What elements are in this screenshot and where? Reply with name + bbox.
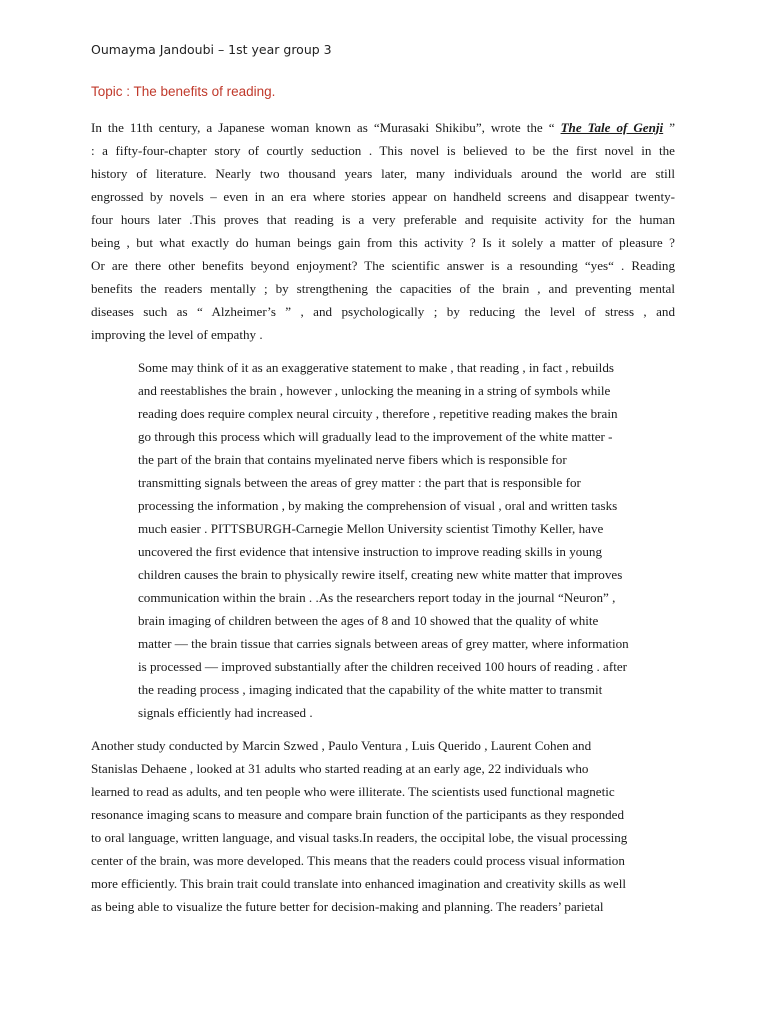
indented-line-1: Some may think of it as an exaggerative statement to make , that reading , in fact , rebuilds <box>138 360 614 375</box>
author-header: Oumayma Jandoubi – 1st year group 3 <box>91 42 332 57</box>
intro-line-2: : a fifty-four-chapter story of courtly seduction . This novel is believed to be the first novel in the <box>91 143 675 158</box>
intro-line-3: history of literature. Nearly two thousand years later, many individuals around the world are still <box>91 166 675 181</box>
study-paragraph <box>91 734 675 918</box>
indented-line-7: processing the information , by making the comprehension of visual , oral and written tasks <box>138 498 618 513</box>
study-line-3: learned to read as adults, and ten people who were illiterate. The scientists used functional magnetic <box>91 784 615 799</box>
novel-title: The Tale of Genji <box>560 120 664 135</box>
indented-paragraph <box>138 356 675 724</box>
intro-line-1 <box>91 116 675 139</box>
study-line-7: more efficiently. This brain trait could translate into enhanced imagination and creativity skills as well <box>91 876 626 891</box>
indented-line-13: matter — the brain tissue that carries signals between areas of grey matter, where information <box>138 636 629 651</box>
intro-line-1-start: In the 11th century, a Japanese woman known as “Murasaki Shikibu”, wrote the “ <box>91 120 561 135</box>
indented-line-2: and reestablishes the brain , however , unlocking the meaning in a string of symbols while <box>138 383 611 398</box>
indented-line-16: signals efficiently had increased . <box>138 705 313 720</box>
indented-line-9: uncovered the first evidence that intensive instruction to improve reading skills in young <box>138 544 602 559</box>
indented-line-14: is processed — improved substantially after the children received 100 hours of reading . after <box>138 659 628 674</box>
intro-line-4: engrossed by novels – even in an era where stories appear on handheld screens and disappear twenty- <box>91 189 675 204</box>
indented-line-11: communication within the brain . .As the researchers report today in the journal “Neuron” , <box>138 590 616 605</box>
study-line-1: Another study conducted by Marcin Szwed , Paulo Ventura , Luis Querido , Laurent Cohen and <box>91 738 592 753</box>
study-line-4: resonance imaging scans to measure and compare brain function of the participants as they responded <box>91 807 625 822</box>
indented-line-8: much easier . PITTSBURGH-Carnegie Mellon University scientist Timothy Keller, have <box>138 521 604 536</box>
indented-line-15: the reading process , imaging indicated that the capability of the white matter to transmit <box>138 682 603 697</box>
intro-line-7: Or are there other benefits beyond enjoyment? The scientific answer is a resounding “yes“ . Reading <box>91 258 675 273</box>
study-line-5: to oral language, written language, and visual tasks.In readers, the occipital lobe, the visual processing <box>91 830 628 845</box>
intro-line-6: being , but what exactly do human beings gain from this activity ? Is it solely a matter of pleasure ? <box>91 235 675 250</box>
intro-paragraph <box>91 116 675 346</box>
intro-line-8: benefits the readers mentally ; by strengthening the capacities of the brain , and preventing mental <box>91 281 675 296</box>
indented-line-6: transmitting signals between the areas of grey matter : the part that is responsible for <box>138 475 581 490</box>
topic-heading: Topic : The benefits of reading. <box>91 84 276 99</box>
indented-line-3: reading does require complex neural circuity , therefore , repetitive reading makes the brain <box>138 406 618 421</box>
intro-line-10: improving the level of empathy . <box>91 327 263 342</box>
study-line-6: center of the brain, was more developed. This means that the readers could process visual information <box>91 853 625 868</box>
indented-line-10: children causes the brain to physically rewire itself, creating new white matter that improves <box>138 567 623 582</box>
indented-line-5: the part of the brain that contains myelinated nerve fibers which is responsible for <box>138 452 567 467</box>
intro-line-5: four hours later .This proves that reading is a very preferable and requisite activity for the human <box>91 212 675 227</box>
study-line-8: as being able to visualize the future better for decision-making and planning. The readers’ parietal <box>91 899 604 914</box>
indented-line-4: go through this process which will gradually lead to the improvement of the white matter - <box>138 429 613 444</box>
intro-line-9: diseases such as “ Alzheimer’s ” , and psychologically ; by reducing the level of stress , and <box>91 304 675 319</box>
study-line-2: Stanislas Dehaene , looked at 31 adults who started reading at an early age, 22 individuals who <box>91 761 589 776</box>
intro-line-1-end: ” <box>663 120 676 135</box>
indented-line-12: brain imaging of children between the ages of 8 and 10 showed that the quality of white <box>138 613 599 628</box>
